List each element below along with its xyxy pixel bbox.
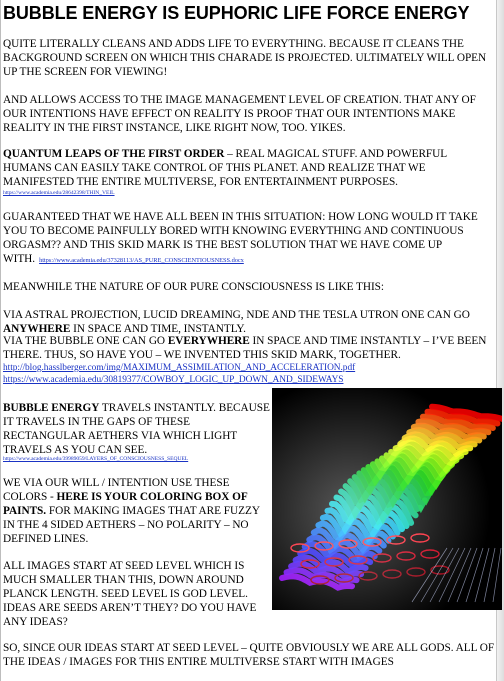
paragraph-gods: SO, SINCE OUR IDEAS START AT SEED LEVEL – QUITE OBVIOUSLY WE ARE ALL GODS. ALL OF THE IDEAS / IMAGES FOR THIS ENTIRE MULTIVERSE START WITH IMAGES <box>3 642 495 668</box>
bubble-energy-bold: BUBBLE ENERGY <box>3 402 100 414</box>
highlight-glow <box>272 388 502 610</box>
paragraph-guaranteed <box>3 210 497 268</box>
paragraph-bubble-energy <box>3 401 271 457</box>
paragraph-meanwhile: MEANWHILE THE NATURE OF OUR PURE CONSCIOUSNESS IS LIKE THIS: <box>3 281 385 293</box>
link-thin-veil[interactable]: https://www.academia.edu/28642398/THIN_VEIL <box>3 190 115 196</box>
quantum-leaps-text: – REAL MAGICAL STUFF. AND POWERFUL HUMANS CAN EASILY TAKE CONTROL OF THIS PLANET. AND REALIZE THAT WE MANIFESTED THE ENTIRE MULTIVERSE, FOR ENTERTAINMENT PURPOSES. <box>3 148 447 188</box>
link-pure-consciousness[interactable]: https://www.academia.edu/37328113/AS_PURE_CONSCIENTIOUSNESS.docx <box>39 257 244 264</box>
quantum-leaps-heading: QUANTUM LEAPS OF THE FIRST ORDER <box>3 148 225 160</box>
link-hasslberger[interactable]: http://blog.hasslberger.com/img/MAXIMUM_ASSIMILATION_AND_ACCELERATION.pdf <box>3 363 356 373</box>
wave-surface-graphic <box>272 388 502 610</box>
coloring-text: WE VIA OUR WILL / INTENTION USE THESE COLORS - <box>3 477 230 503</box>
coloring-rest: FOR MAKING IMAGES THAT ARE FUZZY IN THE 4 SIDED AETHERS – NO POLARITY – NO DEFINED LINES. <box>3 505 260 545</box>
astral-rest: IN SPACE AND TIME, INSTANTLY. <box>70 323 246 335</box>
page-left-edge <box>0 0 1 681</box>
astral-text: VIA ASTRAL PROJECTION, LUCID DREAMING, NDE AND THE TESLA UTRON ONE CAN GO <box>3 309 470 321</box>
paragraph-cleans: QUITE LITERALLY CLEANS AND ADDS LIFE TO EVERYTHING. BECAUSE IT CLEANS THE BACKGROUND SCREEN ON WHICH THIS CHARADE IS PROJECTED. ULTIMATELY WILL OPEN UP THE SCREEN FOR VIEWING! <box>3 38 487 78</box>
paragraph-bubble-everywhere <box>3 334 497 362</box>
paragraph-quantum-leaps <box>3 147 497 189</box>
bubble-text: VIA THE BUBBLE ONE CAN GO <box>3 335 168 347</box>
everywhere-bold: EVERYWHERE <box>167 335 250 347</box>
paragraph-coloring-box <box>3 476 271 546</box>
paragraph-seed-level: ALL IMAGES START AT SEED LEVEL WHICH IS MUCH SMALLER THAN THIS, DOWN AROUND PLANCK LENGTH. SEED LEVEL IS GOD LEVEL. IDEAS ARE SEEDS AREN’T THEY? DO YOU HAVE ANY IDEAS? <box>3 560 257 628</box>
link-layers-consciousness[interactable]: https://www.academia.edu/39989059/LAYERS_OF_CONSCIOUSNESS_SEQUEL <box>3 456 189 462</box>
bubble-rest: IN SPACE AND TIME INSTANTLY – I’VE BEEN THERE. THUS, SO HAVE YOU – WE INVENTED THIS SKID MARK, TOGETHER. <box>3 335 487 361</box>
bubble-energy-text: TRAVELS INSTANTLY. BECAUSE IT TRAVELS IN THE GAPS OF THESE RECTANGULAR AETHERS VIA WHICH LIGHT TRAVELS AS YOU CAN SEE. <box>3 402 270 456</box>
page-title: BUBBLE ENERGY IS EUPHORIC LIFE FORCE ENERGY <box>3 3 470 23</box>
anywhere-bold: ANYWHERE <box>3 323 71 335</box>
paragraph-image-management: AND ALLOWS ACCESS TO THE IMAGE MANAGEMENT LEVEL OF CREATION. THAT ANY OF OUR INTENTIONS HAVE EFFECT ON REALITY IS PROOF THAT OUR INTENTIONS MAKE REALITY IN THE FIRST INSTANCE, LIKE RIGHT NOW, TOO. YIKES. <box>3 94 476 134</box>
coloring-box-bold: HERE IS YOUR COLORING BOX OF PAINTS. <box>3 491 248 517</box>
guaranteed-text: GUARANTEED THAT WE HAVE ALL BEEN IN THIS SITUATION: HOW LONG WOULD IT TAKE YOU TO BECOME PAINFULLY BORED WITH KNOWING EVERYTHING AND CONTINUOUS ORGASM?? AND THIS SKID MARK IS THE BEST SOLUTION THAT WE HAVE COME UP WITH. <box>3 211 478 265</box>
paragraph-astral <box>3 308 497 336</box>
rainbow-wave-image <box>272 388 502 610</box>
link-cowboy-logic[interactable]: https://www.academia.edu/30819377/COWBOY_LOGIC_UP_DOWN_AND_SIDEWAYS <box>3 375 344 385</box>
